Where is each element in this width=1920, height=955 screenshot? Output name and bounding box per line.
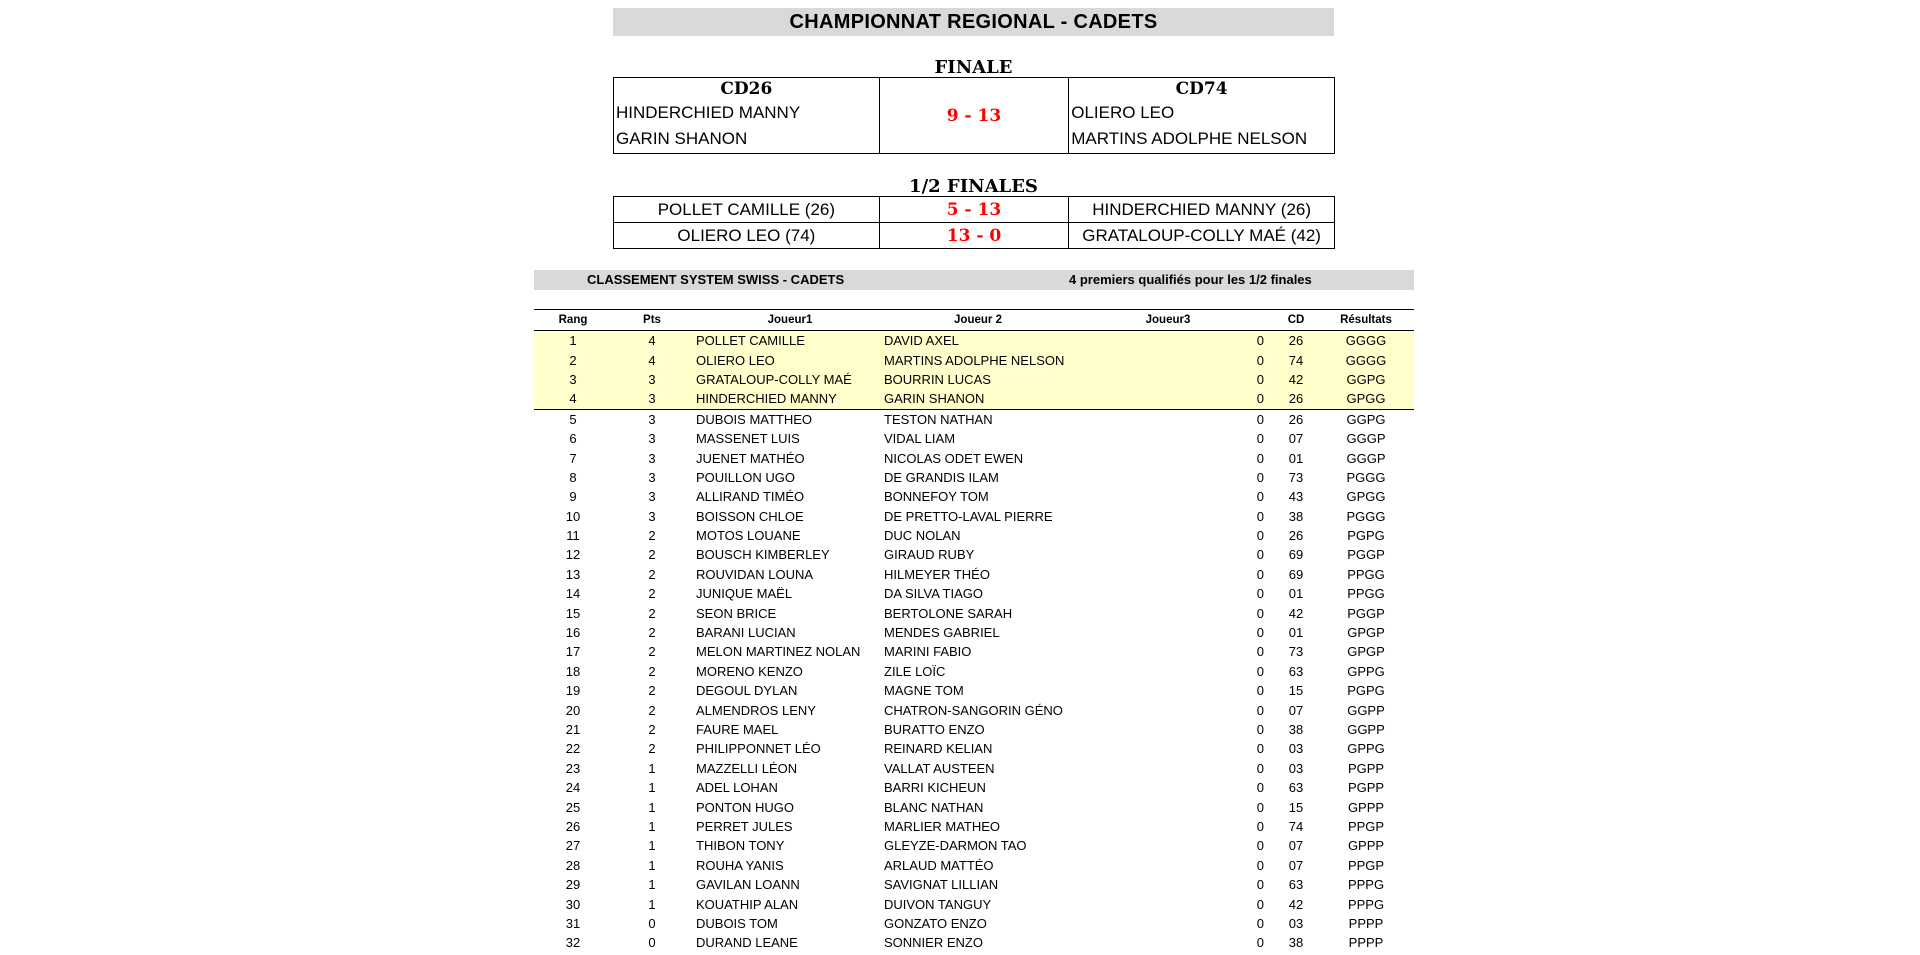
resultats-cell: GPGP (1347, 625, 1385, 641)
resultats-cell: PGPP (1347, 760, 1385, 776)
cd-cell: 42 (1288, 605, 1304, 621)
resultats-cell: GPGG (1318, 389, 1414, 409)
semi-2-left: OLIERO LEO (74) (614, 223, 880, 249)
joueur3-cell: 0 (1256, 935, 1264, 951)
cd-cell: 01 (1288, 450, 1304, 466)
resultats-cell: GGGP (1346, 450, 1386, 466)
joueur2-cell: BLANC NATHAN (884, 799, 984, 815)
table-row (534, 894, 1414, 913)
joueur1-cell: MAZZELLI LÉON (696, 760, 798, 776)
joueur3-cell: 0 (1256, 760, 1264, 776)
cd-cell: 07 (1288, 702, 1304, 718)
cd-cell: 26 (1274, 331, 1318, 351)
rang-cell: 2 (534, 350, 612, 369)
table-row (534, 681, 1414, 700)
table-row (534, 389, 1414, 409)
cd-cell: 07 (1288, 431, 1304, 447)
joueur1-cell: ROUHA YANIS (696, 857, 784, 873)
cd-cell: 42 (1274, 370, 1318, 389)
cd-cell: 38 (1288, 508, 1304, 524)
joueur3-cell: 0 (1256, 741, 1264, 757)
resultats-cell: GGPP (1347, 722, 1385, 737)
table-row (534, 409, 1414, 429)
joueur2-cell: DUC NOLAN (884, 528, 961, 544)
table-row (534, 720, 1414, 739)
pts-cell: 4 (612, 350, 692, 369)
classement-header-bar (534, 270, 1414, 290)
rang-cell: 30 (565, 896, 581, 912)
cd-cell: 26 (1274, 389, 1318, 409)
rang-cell: 32 (565, 935, 581, 951)
rang-cell: 12 (565, 547, 581, 563)
finale-score: 9 - 13 (879, 78, 1069, 154)
joueur1-cell: DEGOUL DYLAN (696, 683, 798, 699)
joueur2-cell: VALLAT AUSTEEN (884, 760, 995, 776)
joueur3-cell: 0 (1256, 915, 1264, 931)
cd-cell: 15 (1288, 799, 1304, 815)
cd-cell: 63 (1288, 877, 1304, 893)
joueur2-cell: HILMEYER THÉO (884, 566, 990, 582)
cd-cell: 63 (1288, 780, 1304, 796)
joueur1-cell: DUBOIS TOM (696, 915, 778, 931)
pts-cell: 2 (648, 547, 656, 563)
cd-cell: 26 (1288, 528, 1304, 544)
pts-cell: 1 (648, 857, 656, 873)
joueur1-cell: ALLIRAND TIMÉO (696, 489, 805, 505)
table-row (534, 700, 1414, 719)
resultats-cell: GPGP (1347, 644, 1385, 660)
resultats-cell: PGGP (1347, 547, 1385, 563)
joueur2-cell: MARLIER MATHEO (884, 818, 1001, 834)
semi-1-right: HINDERCHIED MANNY (26) (1069, 197, 1335, 223)
pts-cell: 3 (648, 508, 656, 524)
resultats-cell: PGPG (1347, 683, 1385, 699)
resultats-cell: PGGG (1346, 508, 1386, 524)
pts-cell: 0 (648, 915, 656, 931)
pts-cell: 2 (648, 722, 656, 737)
rang-cell: 24 (565, 780, 581, 796)
rang-cell: 20 (565, 702, 581, 718)
header-joueur2: Joueur 2 (884, 310, 1072, 331)
table-row (534, 662, 1414, 681)
joueur1-cell: BOISSON CHLOE (696, 508, 804, 524)
joueur1-cell: GRATALOUP-COLLY MAÉ (692, 370, 884, 389)
rang-cell: 18 (565, 663, 581, 679)
joueur2-cell: MARINI FABIO (884, 644, 972, 660)
joueur2-cell: DUIVON TANGUY (884, 896, 992, 912)
joueur2-cell: ZILE LOÏC (884, 663, 946, 679)
semis-label: 1/2 FINALES (909, 176, 1038, 197)
joueur1-cell: BOUSCH KIMBERLEY (696, 547, 830, 563)
pts-cell: 2 (648, 625, 656, 641)
table-row (534, 526, 1414, 545)
table-row (534, 429, 1414, 448)
joueur3-cell: 0 (1256, 625, 1264, 641)
pts-cell: 1 (648, 896, 656, 912)
cd-cell: 69 (1288, 547, 1304, 563)
resultats-cell: PGGP (1347, 605, 1385, 621)
table-row (534, 739, 1414, 758)
joueur2-cell: SONNIER ENZO (884, 935, 983, 951)
finale-right-team-code: CD74 (1175, 79, 1228, 99)
joueur1-cell: THIBON TONY (696, 838, 785, 854)
table-row (534, 565, 1414, 584)
cd-cell: 03 (1288, 741, 1304, 757)
joueur3-cell: 0 (1256, 877, 1264, 893)
cd-cell: 74 (1288, 818, 1304, 834)
joueur2-cell: DA SILVA TIAGO (884, 586, 983, 602)
qualification-note: 4 premiers qualifiés pour les 1/2 finales (1069, 272, 1312, 287)
pts-cell: 3 (612, 389, 692, 409)
joueur3-cell: 0 (1256, 547, 1264, 563)
header-joueur1: Joueur1 (692, 310, 884, 331)
table-row (534, 468, 1414, 487)
pts-cell: 2 (648, 663, 656, 679)
semi-2-right: GRATALOUP-COLLY MAÉ (42) (1069, 223, 1335, 249)
table-row (534, 507, 1414, 526)
rang-cell: 13 (565, 566, 581, 582)
joueur3-cell: 0 (1256, 683, 1264, 699)
joueur3-cell: 0 (1072, 331, 1274, 351)
resultats-cell: PPGP (1347, 857, 1385, 873)
joueur3-cell: 0 (1256, 644, 1264, 660)
ranking-table (534, 309, 1414, 953)
resultats-cell: GGGG (1318, 331, 1414, 351)
classement-title: CLASSEMENT SYSTEM SWISS - CADETS (587, 272, 845, 287)
joueur3-cell: 0 (1256, 450, 1264, 466)
pts-cell: 2 (648, 683, 656, 699)
table-row (534, 603, 1414, 622)
joueur1-cell: ROUVIDAN LOUNA (696, 566, 814, 582)
rang-cell: 10 (565, 508, 581, 524)
joueur1-cell: FAURE MAEL (696, 722, 779, 737)
finale-left-player-2: GARIN SHANON (616, 129, 748, 148)
cd-cell: 07 (1288, 857, 1304, 873)
table-row (534, 875, 1414, 894)
table-row (534, 778, 1414, 797)
table-row (534, 331, 1414, 351)
joueur2-cell: BURATTO ENZO (884, 722, 985, 737)
resultats-cell: GGGG (1318, 350, 1414, 369)
joueur2-cell: DE PRETTO-LAVAL PIERRE (884, 508, 1053, 524)
table-row (534, 370, 1414, 389)
table-row (534, 448, 1414, 467)
joueur3-cell: 0 (1256, 605, 1264, 621)
joueur3-cell: 0 (1256, 702, 1264, 718)
joueur3-cell: 0 (1256, 528, 1264, 544)
cd-cell: 38 (1288, 935, 1304, 951)
cd-cell: 74 (1274, 350, 1318, 369)
pts-cell: 1 (648, 838, 656, 854)
resultats-cell: PPPG (1347, 896, 1385, 912)
semi-1-left: POLLET CAMILLE (26) (614, 197, 880, 223)
joueur1-cell: DURAND LEANE (696, 935, 798, 951)
joueur2-cell: MARTINS ADOLPHE NELSON (884, 350, 1072, 369)
joueur3-cell: 0 (1256, 663, 1264, 679)
joueur3-cell: 0 (1256, 896, 1264, 912)
joueur1-cell: KOUATHIP ALAN (696, 896, 799, 912)
joueur3-cell: 0 (1256, 586, 1264, 602)
page-title: CHAMPIONNAT REGIONAL - CADETS (613, 8, 1334, 36)
joueur1-cell: MELON MARTINEZ NOLAN (696, 644, 861, 660)
rang-cell: 26 (565, 818, 581, 834)
joueur2-cell: SAVIGNAT LILLIAN (884, 877, 999, 893)
joueur1-cell: BARANI LUCIAN (696, 625, 796, 641)
cd-cell: 69 (1288, 566, 1304, 582)
rang-cell: 4 (534, 389, 612, 409)
header-pts: Pts (612, 310, 692, 331)
rang-cell: 28 (565, 857, 581, 873)
rang-cell: 27 (565, 838, 581, 854)
resultats-cell: GPPP (1347, 799, 1385, 815)
joueur3-cell: 0 (1256, 489, 1264, 505)
pts-cell: 2 (648, 586, 656, 602)
joueur3-cell: 0 (1256, 411, 1264, 427)
joueur1-cell: OLIERO LEO (692, 350, 884, 369)
table-row (534, 584, 1414, 603)
header-resultats: Résultats (1318, 310, 1414, 331)
table-row (534, 856, 1414, 875)
semi-2-score: 13 - 0 (879, 223, 1069, 249)
cd-cell: 26 (1288, 411, 1304, 427)
cd-cell: 63 (1288, 663, 1304, 679)
joueur2-cell: VIDAL LIAM (884, 431, 956, 447)
joueur2-cell: DE GRANDIS ILAM (884, 469, 999, 485)
joueur1-cell: ADEL LOHAN (696, 780, 778, 796)
cd-cell: 01 (1288, 625, 1304, 641)
joueur3-cell: 0 (1072, 389, 1274, 409)
pts-cell: 2 (648, 702, 656, 718)
joueur1-cell: POUILLON UGO (696, 469, 795, 485)
pts-cell: 3 (648, 450, 656, 466)
joueur1-cell: MORENO KENZO (696, 663, 803, 679)
pts-cell: 1 (648, 760, 656, 776)
joueur2-cell: ARLAUD MATTÉO (884, 857, 994, 873)
pts-cell: 0 (648, 935, 656, 951)
table-row (534, 817, 1414, 836)
cd-cell: 73 (1288, 469, 1304, 485)
cd-cell: 03 (1288, 915, 1304, 931)
resultats-cell: GPPP (1347, 838, 1385, 854)
finale-left-player-1: HINDERCHIED MANNY (616, 103, 801, 122)
pts-cell: 2 (648, 605, 656, 621)
joueur1-cell: GAVILAN LOANN (696, 877, 800, 893)
pts-cell: 4 (612, 331, 692, 351)
rang-cell: 25 (565, 799, 581, 815)
cd-cell: 42 (1288, 896, 1304, 912)
joueur1-cell: PONTON HUGO (696, 799, 794, 815)
joueur1-cell: PERRET JULES (696, 818, 793, 834)
finale-right-player-1: OLIERO LEO (1071, 103, 1175, 122)
rang-cell: 5 (569, 411, 577, 427)
table-row (534, 487, 1414, 506)
rang-cell: 1 (534, 331, 612, 351)
table-row (534, 797, 1414, 816)
rang-cell: 29 (565, 877, 581, 893)
rang-cell: 11 (566, 528, 580, 544)
table-row (534, 914, 1414, 933)
joueur1-cell: SEON BRICE (696, 605, 777, 621)
table-row (534, 623, 1414, 642)
joueur3-cell: 0 (1256, 857, 1264, 873)
ranking-header-row (534, 310, 1414, 331)
joueur2-cell: BERTOLONE SARAH (884, 605, 1013, 621)
rang-cell: 21 (565, 722, 581, 737)
finale-label: FINALE (934, 57, 1013, 78)
resultats-cell: PGPG (1347, 528, 1385, 544)
joueur2-cell: BOURRIN LUCAS (884, 370, 1072, 389)
joueur3-cell: 0 (1256, 469, 1264, 485)
resultats-cell: GPPG (1347, 663, 1385, 679)
joueur3-cell: 0 (1256, 780, 1264, 796)
finale-left-team (614, 78, 880, 154)
joueur2-cell: TESTON NATHAN (884, 411, 993, 427)
finale-right-team (1069, 78, 1335, 154)
rang-cell: 14 (565, 586, 581, 602)
joueur1-cell: JUENET MATHÉO (696, 450, 805, 466)
rang-cell: 23 (565, 760, 581, 776)
cd-cell: 43 (1288, 489, 1304, 505)
pts-cell: 3 (648, 489, 656, 505)
joueur2-cell: BARRI KICHEUN (884, 780, 986, 796)
resultats-cell: GPGG (1346, 489, 1386, 505)
resultats-cell: GPPG (1347, 741, 1385, 757)
rang-cell: 8 (569, 469, 577, 485)
header-cd: CD (1274, 310, 1318, 331)
joueur2-cell: GARIN SHANON (884, 389, 1072, 409)
resultats-cell: PPGG (1347, 566, 1385, 582)
semi-1-score: 5 - 13 (879, 197, 1069, 223)
cd-cell: 03 (1288, 760, 1304, 776)
pts-cell: 1 (648, 799, 656, 815)
joueur3-cell: 0 (1256, 838, 1264, 854)
pts-cell: 2 (648, 741, 656, 757)
joueur3-cell: 0 (1256, 722, 1264, 737)
resultats-cell: PGGG (1346, 469, 1386, 485)
joueur1-cell: ALMENDROS LENY (696, 702, 816, 718)
joueur3-cell: 0 (1256, 431, 1264, 447)
cd-cell: 15 (1288, 683, 1304, 699)
table-row (534, 642, 1414, 661)
rang-cell: 19 (565, 683, 581, 699)
joueur2-cell: GLEYZE-DARMON TAO (884, 838, 1027, 854)
joueur1-cell: MOTOS LOUANE (696, 528, 801, 544)
table-row (534, 350, 1414, 369)
pts-cell: 1 (648, 818, 656, 834)
rang-cell: 7 (569, 450, 577, 466)
pts-cell: 1 (648, 877, 656, 893)
finale-left-team-code: CD26 (720, 79, 773, 99)
joueur2-cell: MAGNE TOM (884, 683, 964, 699)
joueur2-cell: CHATRON-SANGORIN GÉNO (884, 702, 1063, 718)
rang-cell: 22 (565, 741, 581, 757)
cd-cell: 01 (1288, 586, 1304, 602)
joueur1-cell: HINDERCHIED MANNY (692, 389, 884, 409)
joueur3-cell: 0 (1256, 818, 1264, 834)
resultats-cell: PGPP (1347, 780, 1385, 796)
pts-cell: 2 (648, 644, 656, 660)
pts-cell: 2 (648, 528, 656, 544)
semi-match-1 (614, 197, 1335, 223)
table-row (534, 545, 1414, 564)
table-row (534, 933, 1414, 952)
joueur2-cell: NICOLAS ODET EWEN (884, 450, 1024, 466)
resultats-cell: PPPP (1348, 915, 1384, 931)
joueur3-cell: 0 (1256, 566, 1264, 582)
table-row (534, 836, 1414, 855)
pts-cell: 2 (648, 566, 656, 582)
pts-cell: 1 (648, 780, 656, 796)
resultats-cell: PPPG (1347, 877, 1385, 893)
semi-match-2 (614, 223, 1335, 249)
ranking-body (534, 331, 1414, 953)
resultats-cell: GGGP (1346, 431, 1386, 447)
finale-table (613, 77, 1335, 154)
finale-right-player-2: MARTINS ADOLPHE NELSON (1071, 129, 1308, 148)
rang-cell: 17 (565, 644, 581, 660)
joueur3-cell: 0 (1256, 799, 1264, 815)
joueur1-cell: MASSENET LUIS (696, 431, 800, 447)
joueur2-cell: GONZATO ENZO (884, 915, 987, 931)
semis-table (613, 196, 1335, 249)
header-rang: Rang (534, 310, 612, 331)
pts-cell: 3 (648, 469, 656, 485)
resultats-cell: GGPG (1318, 370, 1414, 389)
joueur2-cell: REINARD KELIAN (884, 741, 993, 757)
joueur1-cell: JUNIQUE MAËL (696, 586, 793, 602)
rang-cell: 16 (565, 625, 581, 641)
rang-cell: 6 (569, 431, 577, 447)
pts-cell: 3 (648, 431, 656, 447)
joueur2-cell: MENDES GABRIEL (884, 625, 1000, 641)
pts-cell: 3 (612, 370, 692, 389)
cd-cell: 07 (1288, 838, 1304, 854)
cd-cell: 73 (1288, 644, 1304, 660)
rang-cell: 9 (569, 489, 577, 505)
joueur2-cell: BONNEFOY TOM (884, 489, 989, 505)
joueur3-cell: 0 (1072, 350, 1274, 369)
pts-cell: 3 (648, 411, 656, 427)
rang-cell: 15 (565, 605, 581, 621)
joueur3-cell: 0 (1072, 370, 1274, 389)
cd-cell: 38 (1288, 722, 1304, 737)
joueur2-cell: GIRAUD RUBY (884, 547, 975, 563)
header-joueur3: Joueur3 (1072, 310, 1274, 331)
rang-cell: 3 (534, 370, 612, 389)
joueur1-cell: POLLET CAMILLE (692, 331, 884, 351)
joueur1-cell: DUBOIS MATTHEO (696, 411, 813, 427)
table-row (534, 759, 1414, 778)
resultats-cell: GGPG (1346, 411, 1386, 427)
resultats-cell: GGPP (1347, 702, 1385, 718)
joueur3-cell: 0 (1256, 508, 1264, 524)
joueur2-cell: DAVID AXEL (884, 331, 1072, 351)
rang-cell: 31 (565, 915, 581, 931)
resultats-cell: PPPP (1348, 935, 1384, 951)
joueur1-cell: PHILIPPONNET LÉO (696, 741, 821, 757)
resultats-cell: PPGP (1347, 818, 1385, 834)
resultats-cell: PPGG (1347, 586, 1385, 602)
